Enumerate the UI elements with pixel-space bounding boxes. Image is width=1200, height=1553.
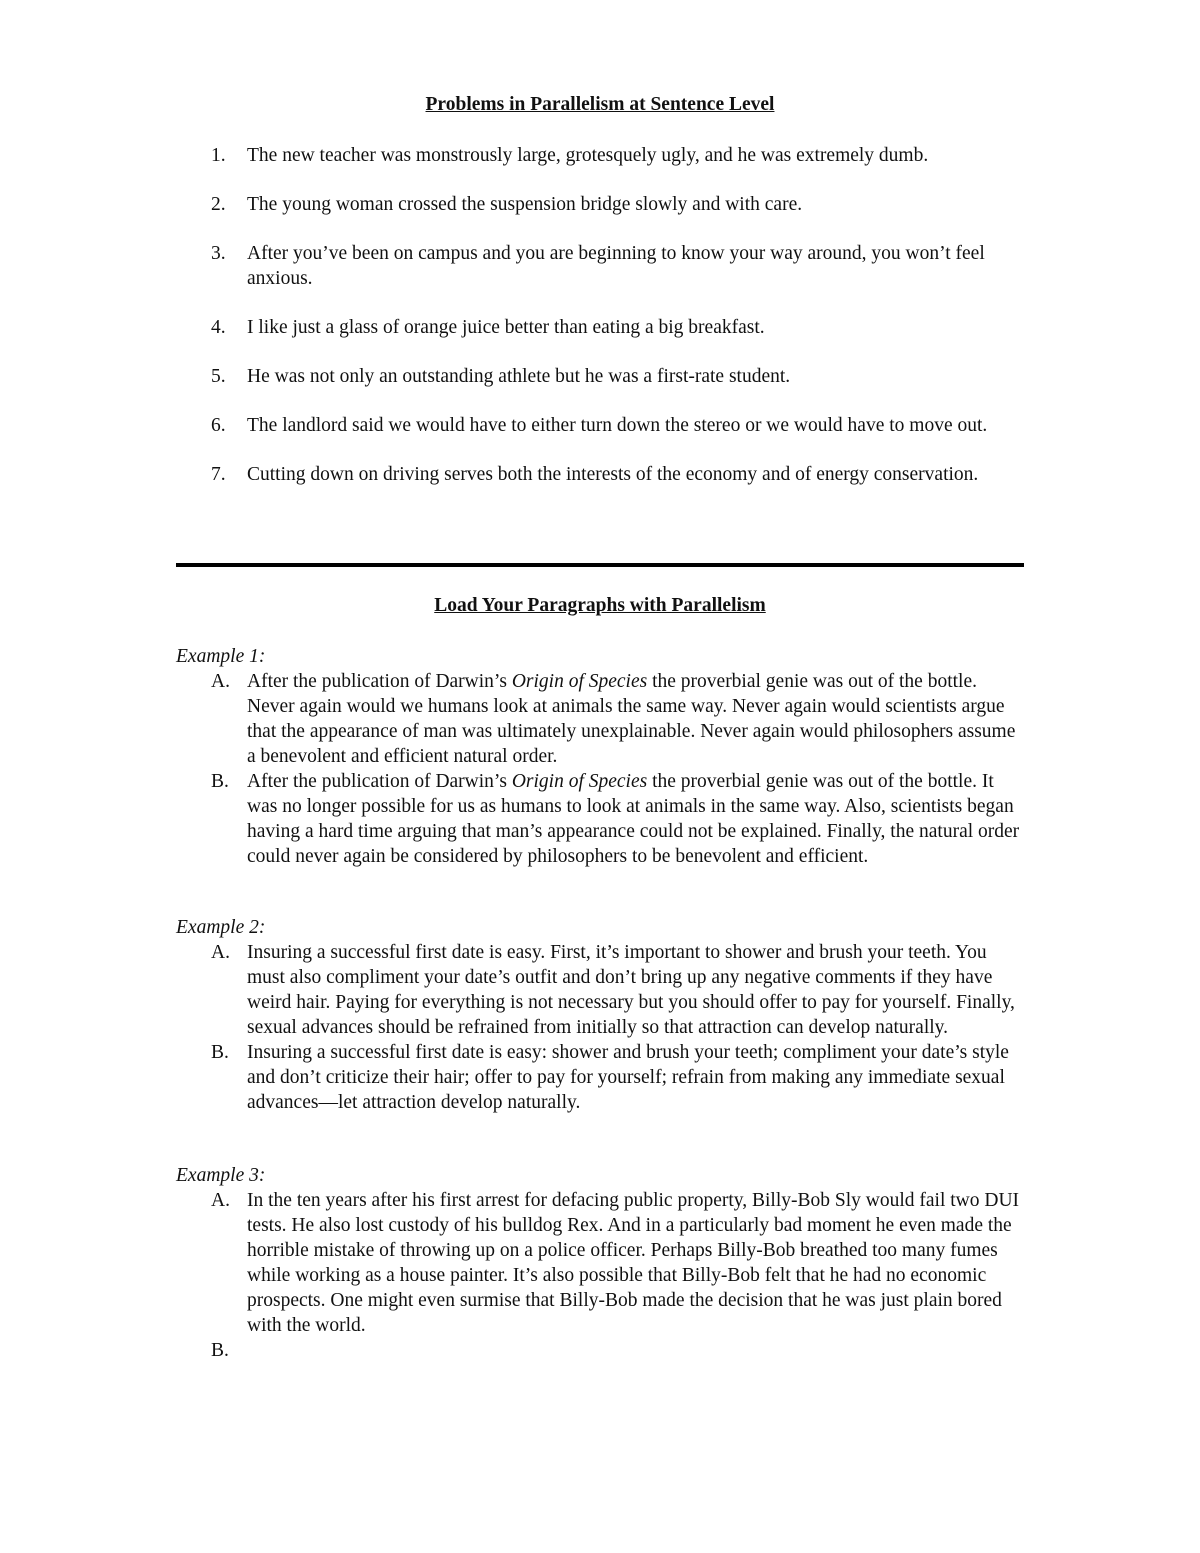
item-number: 3. [211,243,226,264]
item-letter: B. [211,1340,229,1361]
list-item [176,462,1026,487]
item-text: The landlord said we would have to either turn down the stereo or we would have to move out. [247,415,988,436]
section-title-sentence-parallelism: Problems in Parallelism at Sentence Level [425,94,775,115]
item-text: Cutting down on driving serves both the interests of the economy and of energy conservation. [247,464,979,485]
item-text-lead: After the publication of Darwin’s [247,771,512,792]
list-item [176,143,1026,168]
example-label: Example 1: [176,646,266,667]
item-number: 2. [211,194,226,215]
list-item [176,364,1026,389]
example-1 [176,644,1026,869]
item-letter: A. [211,1190,230,1211]
example-3 [176,1163,1026,1363]
example-item-b [176,769,1026,869]
item-text-lead: After the publication of Darwin’s [247,671,512,692]
list-item [176,315,1026,340]
item-text: After you’ve been on campus and you are beginning to know your way around, you won’t feel anxious. [247,243,985,289]
example-label: Example 2: [176,917,266,938]
item-letter: A. [211,671,230,692]
example-item-b [176,1040,1026,1115]
list-item [176,192,1026,217]
sentence-problem-list [176,143,1026,511]
item-text: He was not only an outstanding athlete but he was a first-rate student. [247,366,791,387]
item-text: I like just a glass of orange juice better than eating a big breakfast. [247,317,765,338]
item-number: 4. [211,317,226,338]
item-letter: A. [211,942,230,963]
example-item-a [176,940,1026,1040]
item-number: 7. [211,464,226,485]
example-item-a [176,1188,1026,1338]
item-number: 1. [211,145,226,166]
item-text-rest: the proverbial genie was out of the bottle. It was no longer possible for us as humans to look at animals in the same way. Also, scientists began having a hard time arguing that man’s appearance could not be explained. Finally, the natural order could never again be considered by philosophers to be benevolent and efficient. [247,771,1020,867]
item-number: 6. [211,415,226,436]
item-letter: B. [211,1042,229,1063]
item-text: The new teacher was monstrously large, grotesquely ugly, and he was extremely dumb. [247,145,929,166]
item-text: Insuring a successful first date is easy: shower and brush your teeth; compliment your date’s style and don’t criticize their hair; offer to pay for yourself; refrain from making any immediate sexual advances—let attraction develop naturally. [247,1042,1009,1113]
book-title: Origin of Species [511,771,648,792]
list-item [176,413,1026,438]
item-text: The young woman crossed the suspension bridge slowly and with care. [247,194,803,215]
example-2 [176,915,1026,1115]
list-item [176,241,1026,291]
item-letter: B. [211,771,229,792]
book-title: Origin of Species [511,671,648,692]
item-text: In the ten years after his first arrest for defacing public property, Billy-Bob Sly would fail two DUI tests. He also lost custody of his bulldog Rex. And in a particularly bad moment he even made the horrible mistake of throwing up on a police officer. Perhaps Billy-Bob breathed too many fumes while working as a house painter. It’s also possible that Billy-Bob felt that he had no economic prospects. One might even surmise that Billy-Bob made the decision that he was just plain bored with the world. [247,1190,1020,1336]
item-text [247,1340,252,1361]
example-label: Example 3: [176,1165,266,1186]
item-text: Insuring a successful first date is easy. First, it’s important to shower and brush your teeth. You must also compliment your date’s outfit and don’t bring up any negative comments if they have weird hair. Paying for everything is not necessary but you should offer to pay for yourself. Finally, sexual advances should be refrained from initially so that attraction can develop naturally. [247,942,1015,1038]
section-title-paragraph-parallelism: Load Your Paragraphs with Parallelism [434,595,766,616]
horizontal-divider [176,563,1024,567]
example-item-a [176,669,1026,769]
item-text-rest: the proverbial genie was out of the bottle. Never again would we humans look at animals the same way. Never again would scientists argue that the appearance of man was ultimately unexplainable. Never again would philosophers assume a benevolent and efficient natural order. [247,671,1016,767]
item-number: 5. [211,366,226,387]
example-item-b [176,1338,1026,1363]
